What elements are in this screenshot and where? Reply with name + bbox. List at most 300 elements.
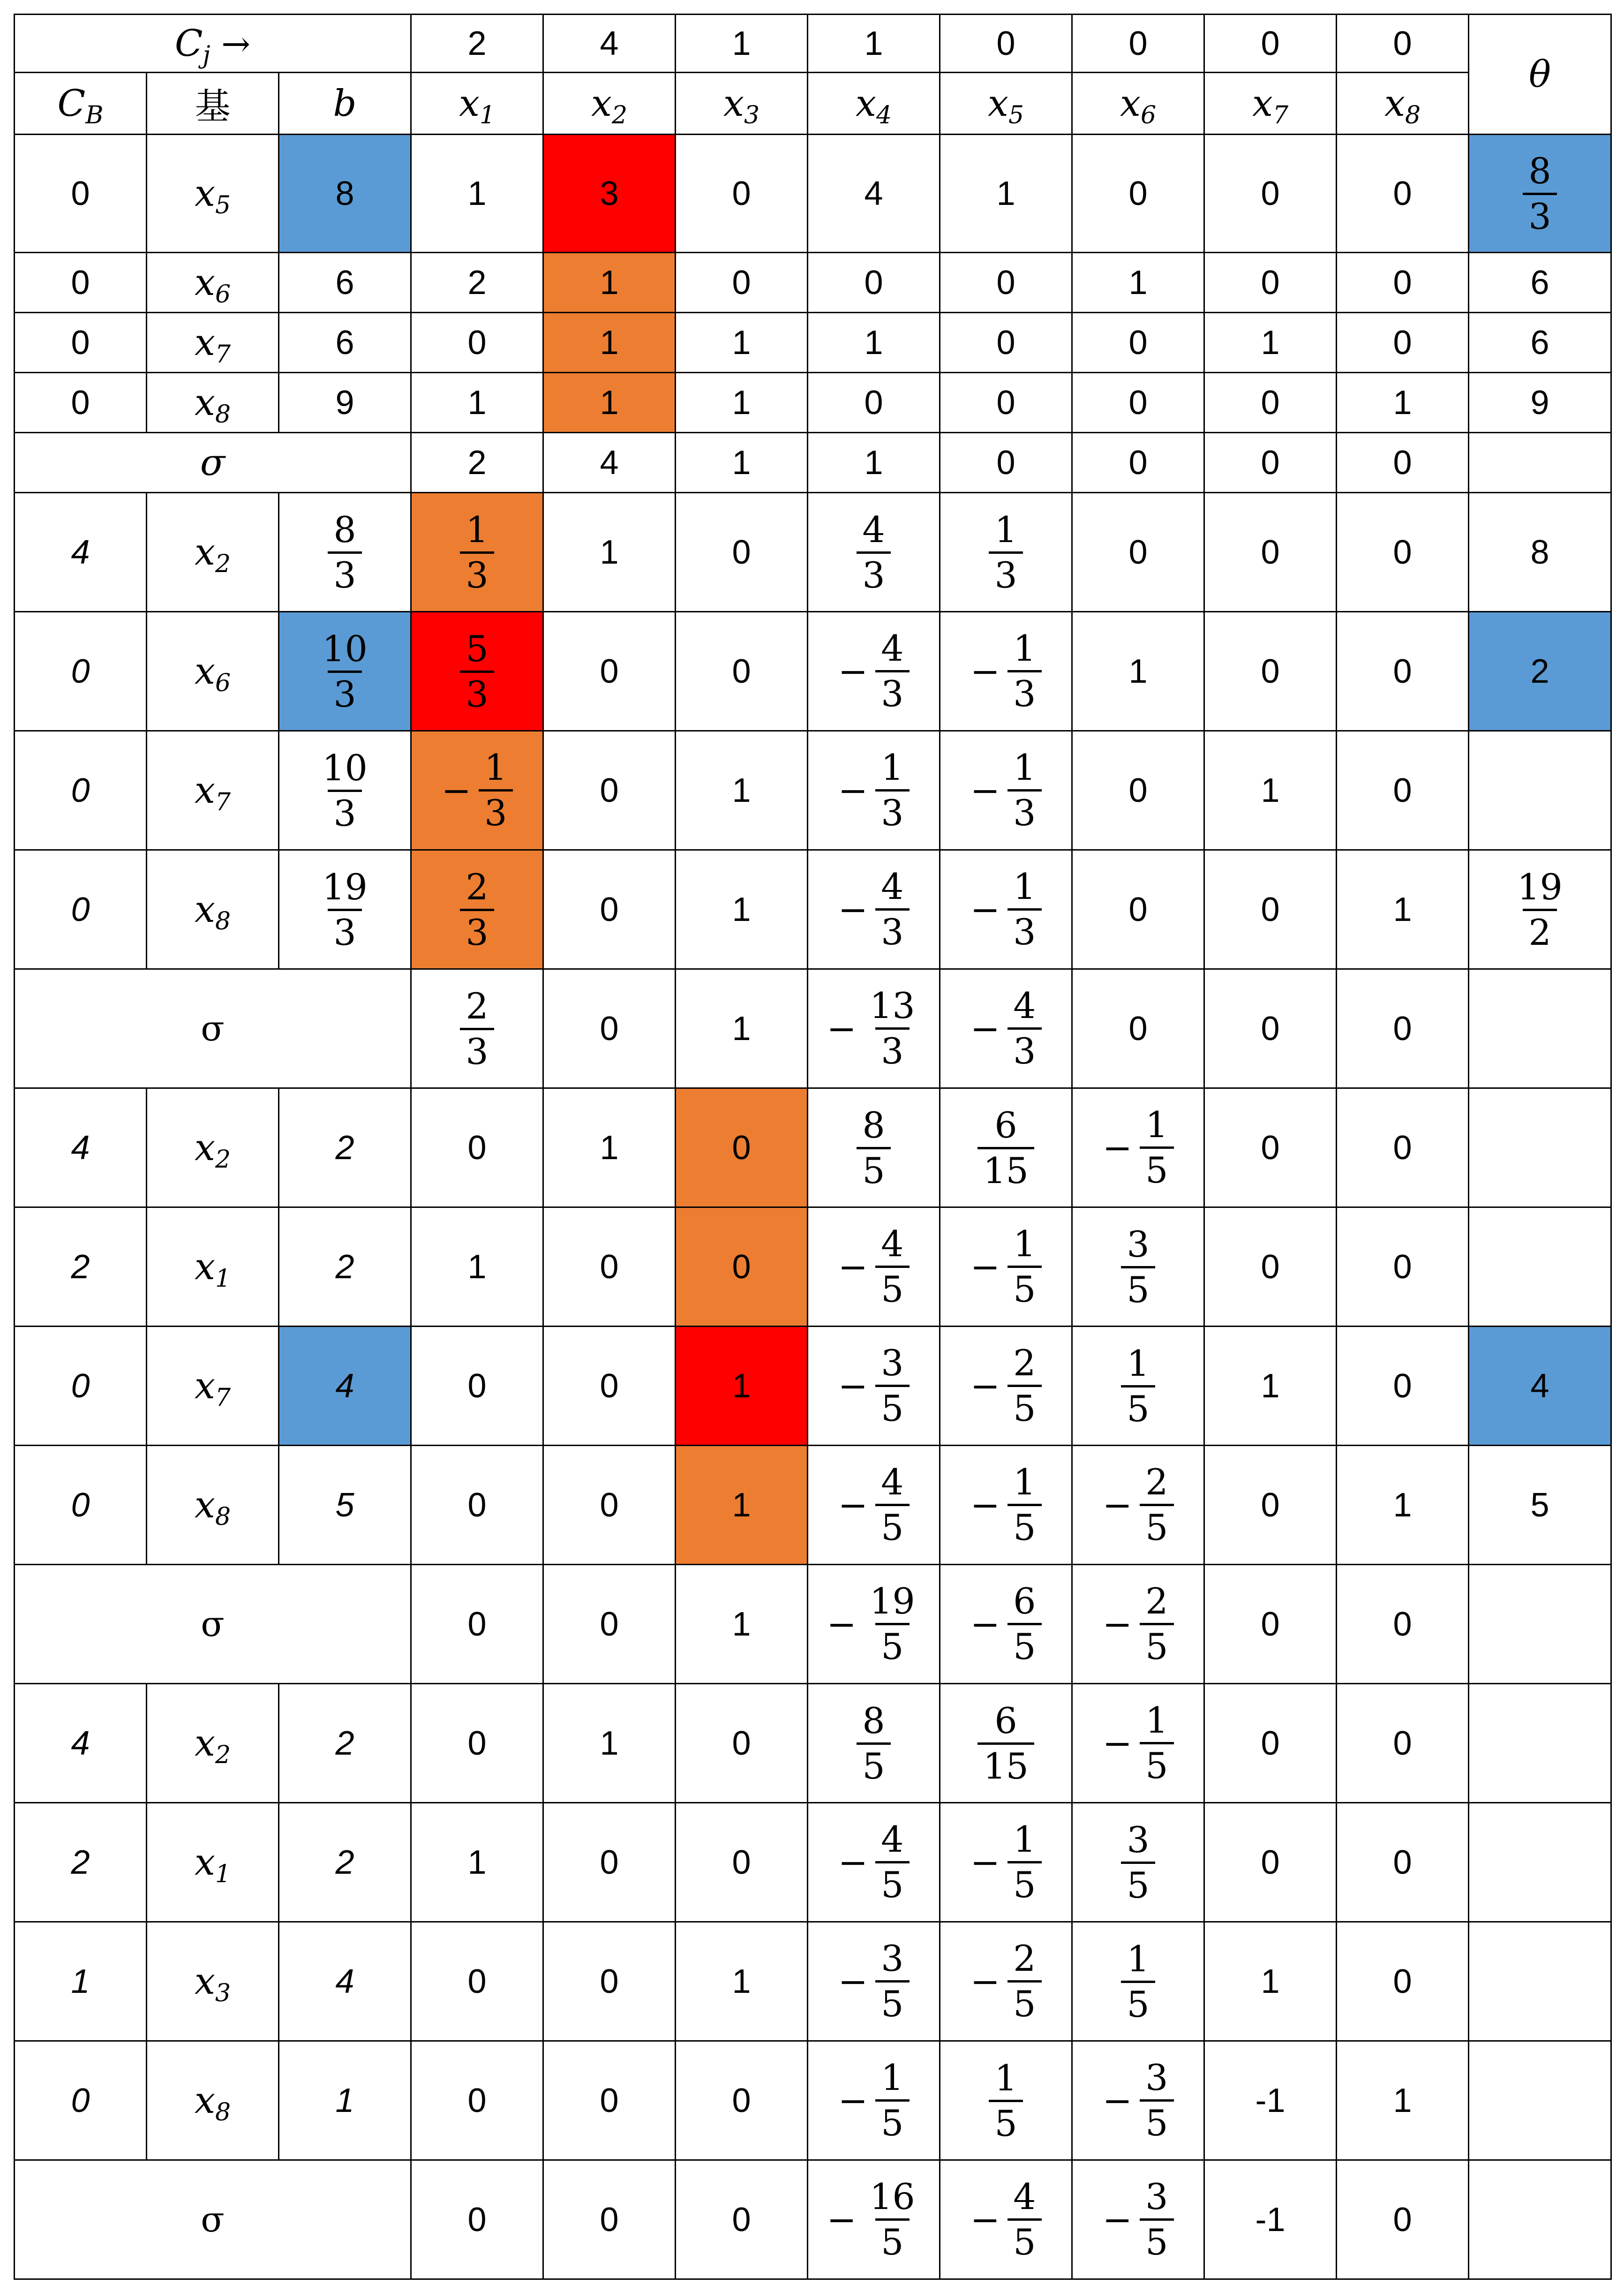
numerator: 4 [1013, 985, 1036, 1026]
cell-value: 1 [1261, 324, 1280, 362]
sigma-cell-x7 [1204, 2160, 1337, 2279]
cell-value: 0 [1128, 890, 1148, 928]
fraction [838, 1223, 909, 1310]
cell-value: 5 [335, 1486, 354, 1524]
var-header-x1: $x_1$ [411, 73, 543, 135]
coef-cell-x6 [1072, 1803, 1204, 1922]
denominator: 5 [1140, 1623, 1173, 1665]
coef-cell-x7 [1204, 313, 1337, 373]
sigma-cell-x3 [676, 969, 808, 1088]
cell-value: 1 [864, 324, 883, 362]
var-header-x6: $x_6$ [1072, 73, 1204, 135]
coef-cell-x8 [1337, 253, 1469, 313]
fraction [316, 746, 373, 834]
minus-sign: − [838, 1960, 868, 2002]
numerator: 6 [994, 1699, 1017, 1742]
fraction [970, 1342, 1041, 1429]
numerator: 3 [881, 1342, 904, 1384]
coef-cell-x4 [808, 373, 940, 433]
cell-value: 6 [1530, 264, 1549, 302]
numerator: 4 [1013, 2176, 1036, 2217]
cell-value: 4 [335, 1367, 354, 1405]
cell-value: 0 [1261, 384, 1280, 422]
cell-value: 1 [732, 1367, 751, 1405]
coef-cell-x5 [940, 1803, 1072, 1922]
coef-cell-x4 [808, 1803, 940, 1922]
sigma-cell-x8 [1337, 1565, 1469, 1684]
b-cell [279, 1803, 411, 1922]
sigma-cell-x1 [411, 1565, 543, 1684]
cell-value: 0 [732, 264, 751, 302]
fraction [970, 866, 1041, 953]
cell-value: 0 [1393, 1962, 1412, 2000]
coef-cell-x6 [1072, 1684, 1204, 1803]
coef-cell-x2 [543, 493, 676, 612]
coef-cell-x4 [808, 1684, 940, 1803]
fraction [970, 746, 1041, 834]
cell-value: 4 [864, 174, 883, 212]
fraction [460, 985, 494, 1072]
numerator: 1 [1145, 1699, 1168, 1741]
sigma-cell-x4 [808, 433, 940, 493]
minus-sign: − [970, 1245, 1000, 1288]
minus-sign: − [838, 650, 868, 692]
basis-variable: $x_8$ [194, 888, 231, 935]
cell-value: 1 [467, 1843, 487, 1881]
cell-value: 1 [467, 384, 487, 422]
cell-value: 0 [732, 1724, 751, 1762]
cell-value: 1 [864, 444, 883, 482]
coef-cell-x7 [1204, 1684, 1337, 1803]
fraction [989, 2057, 1023, 2144]
minus-sign: − [970, 1484, 1000, 1526]
cj-value-x2: 4 [543, 15, 676, 73]
cell-value: 1 [732, 771, 751, 809]
coef-cell-x3 [676, 1803, 808, 1922]
tableau-row [15, 1446, 1611, 1565]
denominator: 5 [1007, 1980, 1041, 2022]
cell-value: 6 [1530, 324, 1549, 362]
numerator: 6 [994, 1104, 1017, 1146]
denominator: 3 [1007, 670, 1041, 712]
denominator: 2 [1523, 909, 1556, 950]
sigma-cell-x4 [808, 969, 940, 1088]
basis-cell [147, 1922, 279, 2041]
numerator: 1 [881, 2057, 904, 2098]
coef-cell-x5 [940, 493, 1072, 612]
basis-variable: $x_8$ [194, 2079, 231, 2126]
numerator: 1 [881, 746, 904, 788]
cell-value: 1 [600, 324, 619, 362]
coef-cell-x1 [411, 1088, 543, 1207]
cell-value: 0 [467, 1724, 487, 1762]
cell-value: 1 [467, 174, 487, 212]
cj-value-x1: 2 [411, 15, 543, 73]
denominator: 3 [875, 1027, 909, 1069]
coef-cell-x7 [1204, 1922, 1337, 2041]
numerator: 1 [484, 746, 507, 788]
basis-variable: $x_3$ [194, 1960, 231, 2007]
coef-cell-x2 [543, 731, 676, 850]
sigma-label: σ [201, 1604, 225, 1644]
fraction [857, 508, 890, 596]
coef-cell-x1 [411, 1684, 543, 1803]
var-header-x4: $x_4$ [808, 73, 940, 135]
denominator: 15 [977, 1147, 1034, 1189]
var-header-x8: $x_8$ [1337, 73, 1469, 135]
b-cell [279, 1088, 411, 1207]
cj-label-cell [15, 15, 411, 73]
cell-value: 0 [1393, 1724, 1412, 1762]
cj-value-x8: 0 [1337, 15, 1469, 73]
numerator: 2 [466, 985, 489, 1027]
fraction [838, 1461, 909, 1548]
coef-cell-x5 [940, 731, 1072, 850]
coef-cell-x5 [940, 612, 1072, 731]
sigma-label-cell [15, 969, 411, 1088]
coef-cell-x6 [1072, 135, 1204, 253]
cell-value: 1 [1261, 1962, 1280, 2000]
numerator: 2 [1013, 1938, 1036, 1979]
cell-value: 2 [467, 444, 487, 482]
coef-cell-x6 [1072, 493, 1204, 612]
fraction [1121, 1938, 1155, 2025]
coef-cell-x7 [1204, 850, 1337, 969]
cell-value: 0 [600, 1367, 619, 1405]
coef-cell-x4 [808, 1088, 940, 1207]
coef-cell-x4 [808, 1327, 940, 1446]
cell-value: 0 [1393, 1129, 1412, 1167]
var-header-x2: $x_2$ [543, 73, 676, 135]
cell-value: 0 [732, 2081, 751, 2119]
coef-cell-x2 [543, 1088, 676, 1207]
fraction [1523, 150, 1556, 237]
coef-cell-x3 [676, 612, 808, 731]
cell-value: 1 [732, 324, 751, 362]
coef-cell-x6 [1072, 1088, 1204, 1207]
minus-sign: − [970, 1007, 1000, 1049]
coef-cell-x1 [411, 731, 543, 850]
cb-cell: 2 [15, 1207, 147, 1327]
numerator: 3 [1145, 2057, 1168, 2098]
cell-value: 0 [1261, 1129, 1280, 1167]
sigma-theta-cell [1469, 969, 1611, 1088]
basis-header: 基 [147, 73, 279, 135]
cell-value: 2 [335, 1248, 354, 1286]
fraction [989, 508, 1023, 596]
theta-cell [1469, 1684, 1611, 1803]
coef-cell-x3 [676, 731, 808, 850]
cell-value: 1 [467, 1248, 487, 1286]
cell-value: 0 [1393, 264, 1412, 302]
cell-value: 0 [1393, 1843, 1412, 1881]
coef-cell-x2 [543, 1446, 676, 1565]
numerator: 2 [466, 866, 489, 908]
cell-value: 0 [467, 1367, 487, 1405]
cell-value: 0 [1128, 1010, 1148, 1048]
sigma-label: σ [200, 441, 226, 484]
cell-value: 1 [1393, 2081, 1412, 2119]
cj-value-x7: 0 [1204, 15, 1337, 73]
basis-cell [147, 1088, 279, 1207]
cb-cell: 4 [15, 1684, 147, 1803]
cb-cell: 0 [15, 731, 147, 850]
coef-cell-x8 [1337, 612, 1469, 731]
sigma-label: σ [201, 2199, 225, 2240]
coef-cell-x6 [1072, 1446, 1204, 1565]
coef-cell-x8 [1337, 1446, 1469, 1565]
denominator: 3 [857, 551, 890, 593]
numerator: 2 [1013, 1342, 1036, 1384]
coef-cell-x1 [411, 1327, 543, 1446]
coef-cell-x4 [808, 313, 940, 373]
denominator: 3 [460, 1028, 494, 1070]
fraction [1102, 2176, 1173, 2263]
denominator: 5 [857, 1742, 890, 1784]
sigma-cell-x5 [940, 433, 1072, 493]
numerator: 8 [862, 1699, 885, 1742]
tableau-row [15, 493, 1611, 612]
basis-cell [147, 1446, 279, 1565]
minus-sign: − [1102, 1484, 1133, 1526]
minus-sign: − [827, 2198, 857, 2240]
coef-cell-x8 [1337, 1088, 1469, 1207]
cell-value: 0 [1393, 533, 1412, 571]
numerator: 13 [869, 985, 915, 1026]
numerator: 1 [1013, 1461, 1036, 1503]
coef-cell-x2 [543, 1207, 676, 1327]
coef-cell-x8 [1337, 1922, 1469, 2041]
sigma-cell-x5 [940, 1565, 1072, 1684]
coef-cell-x6 [1072, 2041, 1204, 2160]
denominator: 5 [875, 1980, 909, 2022]
coef-cell-x8 [1337, 850, 1469, 969]
coef-cell-x2 [543, 850, 676, 969]
fraction [838, 1818, 909, 1906]
basis-cell [147, 850, 279, 969]
b-cell [279, 1684, 411, 1803]
theta-cell [1469, 1803, 1611, 1922]
theta-cell [1469, 850, 1611, 969]
minus-sign: − [838, 1484, 868, 1526]
coef-cell-x1 [411, 1207, 543, 1327]
coef-cell-x6 [1072, 612, 1204, 731]
cell-value: 1 [600, 1129, 619, 1167]
coef-cell-x5 [940, 253, 1072, 313]
numerator: 19 [869, 1580, 915, 1622]
denominator: 3 [1523, 193, 1556, 234]
cj-value-x5: 0 [940, 15, 1072, 73]
coef-cell-x8 [1337, 731, 1469, 850]
cell-value: 0 [600, 652, 619, 690]
numerator: 4 [881, 1223, 904, 1265]
sigma-cell-x6 [1072, 433, 1204, 493]
fraction [857, 1104, 890, 1191]
minus-sign: − [1102, 1603, 1133, 1645]
cell-value: 0 [467, 1486, 487, 1524]
fraction [827, 1580, 920, 1667]
coef-cell-x7 [1204, 731, 1337, 850]
denominator: 5 [1121, 1385, 1155, 1427]
cell-value: 1 [732, 444, 751, 482]
tableau-row [15, 612, 1611, 731]
basis-cell [147, 1207, 279, 1327]
fraction [460, 866, 494, 953]
fraction [970, 1818, 1041, 1906]
fraction [838, 1342, 909, 1429]
sigma-cell-x1 [411, 2160, 543, 2279]
cell-value: 0 [864, 384, 883, 422]
coef-cell-x8 [1337, 1803, 1469, 1922]
theta-cell [1469, 731, 1611, 850]
sigma-cell-x2 [543, 2160, 676, 2279]
tableau-row [15, 135, 1611, 253]
cell-value: 0 [1261, 174, 1280, 212]
cell-value: 2 [335, 1129, 354, 1167]
cell-value: 6 [335, 264, 354, 302]
sigma-row [15, 433, 1611, 493]
theta-cell [1469, 612, 1611, 731]
minus-sign: − [970, 650, 1000, 692]
denominator: 5 [875, 1504, 909, 1546]
tableau-row [15, 1327, 1611, 1446]
sigma-theta-cell [1469, 2160, 1611, 2279]
basis-variable: $x_2$ [194, 1722, 231, 1769]
tableau-row [15, 1922, 1611, 2041]
minus-sign: − [838, 769, 868, 811]
cell-value: 0 [1261, 533, 1280, 571]
cell-value: 3 [600, 174, 619, 212]
cb-cell: 0 [15, 1446, 147, 1565]
coef-cell-x7 [1204, 1327, 1337, 1446]
sigma-cell-x3 [676, 2160, 808, 2279]
numerator: 1 [994, 2057, 1017, 2099]
b-cell [279, 612, 411, 731]
denominator: 5 [875, 1266, 909, 1307]
minus-sign: − [970, 1960, 1000, 2002]
cell-value: 8 [335, 174, 354, 212]
cb-cell: 0 [15, 313, 147, 373]
denominator: 15 [977, 1742, 1034, 1784]
basis-variable: $x_7$ [194, 321, 231, 369]
cell-value: 0 [1393, 2201, 1412, 2239]
coef-cell-x7 [1204, 373, 1337, 433]
theta-cell [1469, 135, 1611, 253]
coef-cell-x5 [940, 313, 1072, 373]
sigma-cell-x3 [676, 433, 808, 493]
denominator: 5 [1007, 1266, 1041, 1307]
fraction [970, 1461, 1041, 1548]
basis-variable: $x_2$ [194, 531, 231, 578]
coef-cell-x2 [543, 2041, 676, 2160]
sigma-cell-x2 [543, 433, 676, 493]
coef-cell-x3 [676, 1088, 808, 1207]
cell-value: 0 [1128, 771, 1148, 809]
basis-variable: $x_6$ [194, 650, 231, 697]
denominator: 5 [1007, 2218, 1041, 2260]
b-cell [279, 313, 411, 373]
numerator: 4 [862, 508, 885, 550]
cell-value: 0 [1128, 174, 1148, 212]
cell-value: 0 [996, 264, 1015, 302]
sigma-cell-x7 [1204, 433, 1337, 493]
numerator: 3 [1127, 1223, 1150, 1265]
theta-cell [1469, 1446, 1611, 1565]
coef-cell-x3 [676, 850, 808, 969]
b-cell [279, 850, 411, 969]
denominator: 3 [1007, 789, 1041, 831]
fraction [970, 1938, 1041, 2025]
sigma-row [15, 969, 1611, 1088]
sigma-cell-x4 [808, 1565, 940, 1684]
numerator: 2 [1145, 1461, 1168, 1503]
numerator: 1 [994, 508, 1017, 550]
theta-cell [1469, 253, 1611, 313]
basis-variable: $x_7$ [194, 769, 231, 816]
denominator: 5 [875, 2099, 909, 2141]
cell-value: -1 [1255, 2081, 1286, 2119]
tableau-row [15, 1803, 1611, 1922]
numerator: 8 [1528, 150, 1551, 192]
cb-cell: 2 [15, 1803, 147, 1922]
cell-value: 1 [1393, 1486, 1412, 1524]
cell-value: 0 [1261, 652, 1280, 690]
sigma-cell-x3 [676, 1565, 808, 1684]
cb-cell: 4 [15, 1088, 147, 1207]
minus-sign: − [838, 888, 868, 930]
coef-cell-x3 [676, 1446, 808, 1565]
cell-value: 0 [1393, 324, 1412, 362]
cell-value: 1 [732, 1486, 751, 1524]
cell-value: 0 [467, 2081, 487, 2119]
coef-cell-x8 [1337, 373, 1469, 433]
denominator: 3 [460, 671, 494, 712]
var-header-x5: $x_5$ [940, 73, 1072, 135]
coef-cell-x3 [676, 313, 808, 373]
sigma-cell-x7 [1204, 1565, 1337, 1684]
denominator: 3 [479, 789, 512, 831]
cell-value: 1 [1393, 890, 1412, 928]
cell-value: 0 [1261, 890, 1280, 928]
sigma-cell-x4 [808, 2160, 940, 2279]
coef-cell-x6 [1072, 1207, 1204, 1327]
sigma-cell-x6 [1072, 969, 1204, 1088]
denominator: 3 [875, 670, 909, 712]
fraction [1102, 2057, 1173, 2144]
denominator: 3 [1007, 1027, 1041, 1069]
fraction [1121, 1818, 1155, 1906]
cell-value: 0 [1261, 1248, 1280, 1286]
minus-sign: − [838, 1365, 868, 1407]
minus-sign: − [838, 2079, 868, 2121]
sigma-cell-x8 [1337, 2160, 1469, 2279]
cell-value: 0 [1393, 174, 1412, 212]
sigma-cell-x5 [940, 2160, 1072, 2279]
minus-sign: − [827, 1603, 857, 1645]
basis-cell [147, 731, 279, 850]
cell-value: 0 [600, 2201, 619, 2239]
cell-value: 2 [1530, 652, 1549, 690]
cell-value: 1 [600, 264, 619, 302]
cell-value: 0 [732, 533, 751, 571]
coef-cell-x2 [543, 612, 676, 731]
cell-value: 0 [1128, 533, 1148, 571]
b-cell [279, 253, 411, 313]
basis-cell [147, 135, 279, 253]
coef-cell-x1 [411, 373, 543, 433]
cell-value: -1 [1255, 2201, 1286, 2239]
denominator: 3 [875, 789, 909, 831]
